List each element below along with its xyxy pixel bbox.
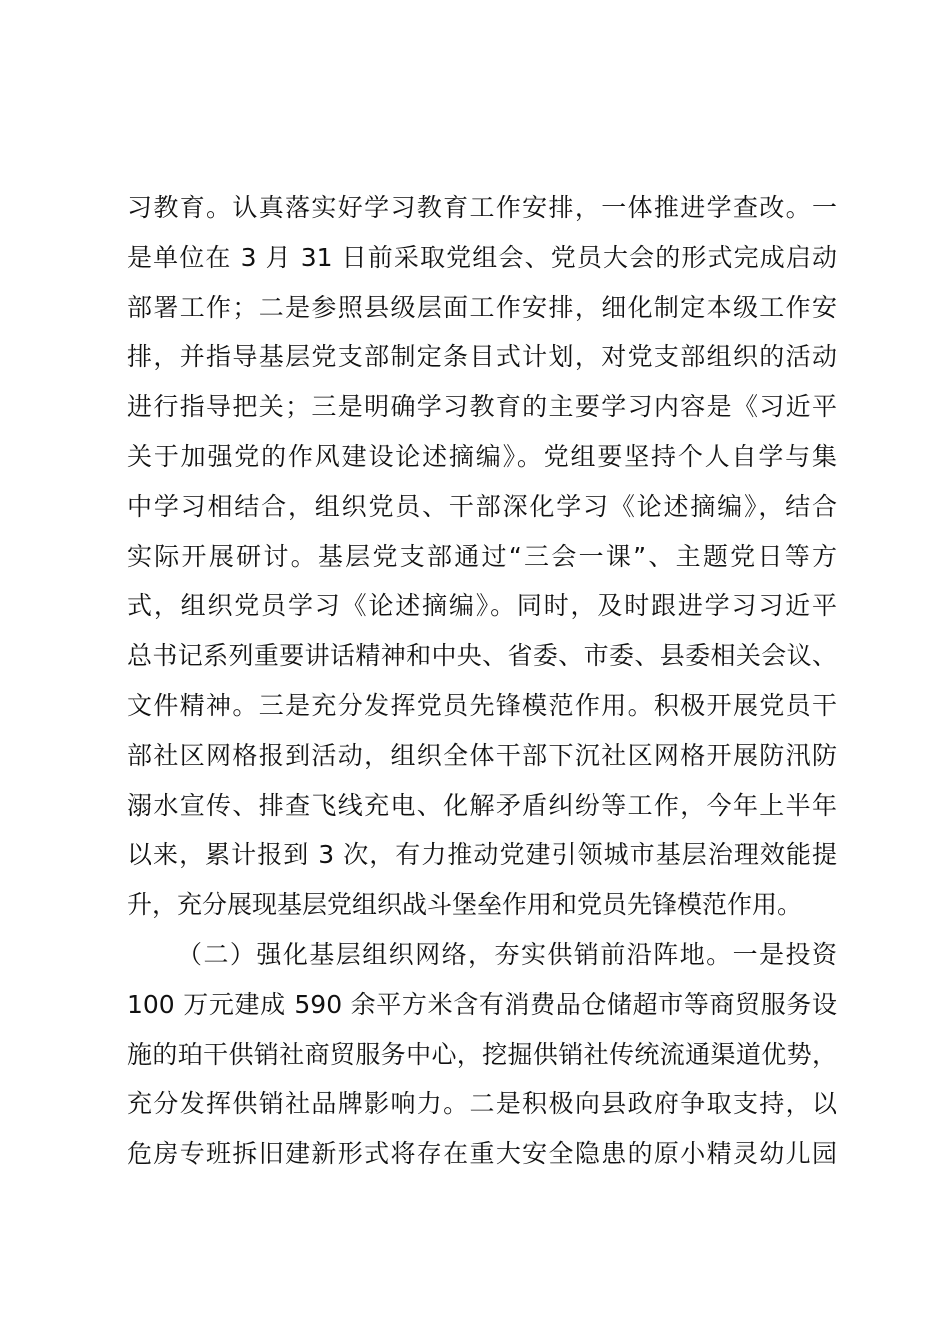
text-line-11: 文件精神。三是充分发挥党员先锋模范作用。积极开展党员干 [127,690,837,720]
text-line-20: 危房专班拆旧建新形式将存在重大安全隐患的原小精灵幼儿园 [127,1139,837,1169]
text-line-5: 进行指导把关；三是明确学习教育的主要学习内容是《习近平 [127,392,837,422]
text-line-4: 排，并指导基层党支部制定条目式计划，对党支部组织的活动 [127,342,837,372]
text-line-7: 中学习相结合，组织党员、干部深化学习《论述摘编》，结合 [127,491,837,521]
text-line-19: 充分发挥供销社品牌影响力。二是积极向县政府争取支持，以 [127,1089,837,1119]
text-line-9: 式，组织党员学习《论述摘编》。同时，及时跟进学习习近平 [127,591,837,621]
text-line-10: 总书记系列重要讲话精神和中央、省委、市委、县委相关会议、 [127,641,837,671]
section-heading-line: （二）强化基层组织网络，夯实供销前沿阵地。一是投资 [177,939,837,969]
text-line-2: 是单位在 3 月 31 日前采取党组会、党员大会的形式完成启动 [127,242,837,272]
text-line-6: 关于加强党的作风建设论述摘编》。党组要坚持个人自学与集 [127,441,837,471]
body-text [127,183,837,1179]
text-line-12: 部社区网格报到活动，组织全体干部下沉社区网格开展防汛防 [127,740,837,770]
text-line-14: 以来，累计报到 3 次，有力推动党建引领城市基层治理效能提 [127,840,837,870]
text-line-17: 100 万元建成 590 余平方米含有消费品仓储超市等商贸服务设 [127,989,837,1019]
text-line-3: 部署工作；二是参照县级层面工作安排，细化制定本级工作安 [127,292,837,322]
text-line-8: 实际开展研讨。基层党支部通过“三会一课”、主题党日等方 [127,541,837,571]
text-line-15: 升，充分展现基层党组织战斗堡垒作用和党员先锋模范作用。 [127,890,803,920]
text-line-13: 溺水宣传、排查飞线充电、化解矛盾纠纷等工作，今年上半年 [127,790,837,820]
text-line-18: 施的珀干供销社商贸服务中心，挖掘供销社传统流通渠道优势， [127,1039,837,1069]
text-line-1: 习教育。认真落实好学习教育工作安排，一体推进学查改。一 [127,193,837,222]
